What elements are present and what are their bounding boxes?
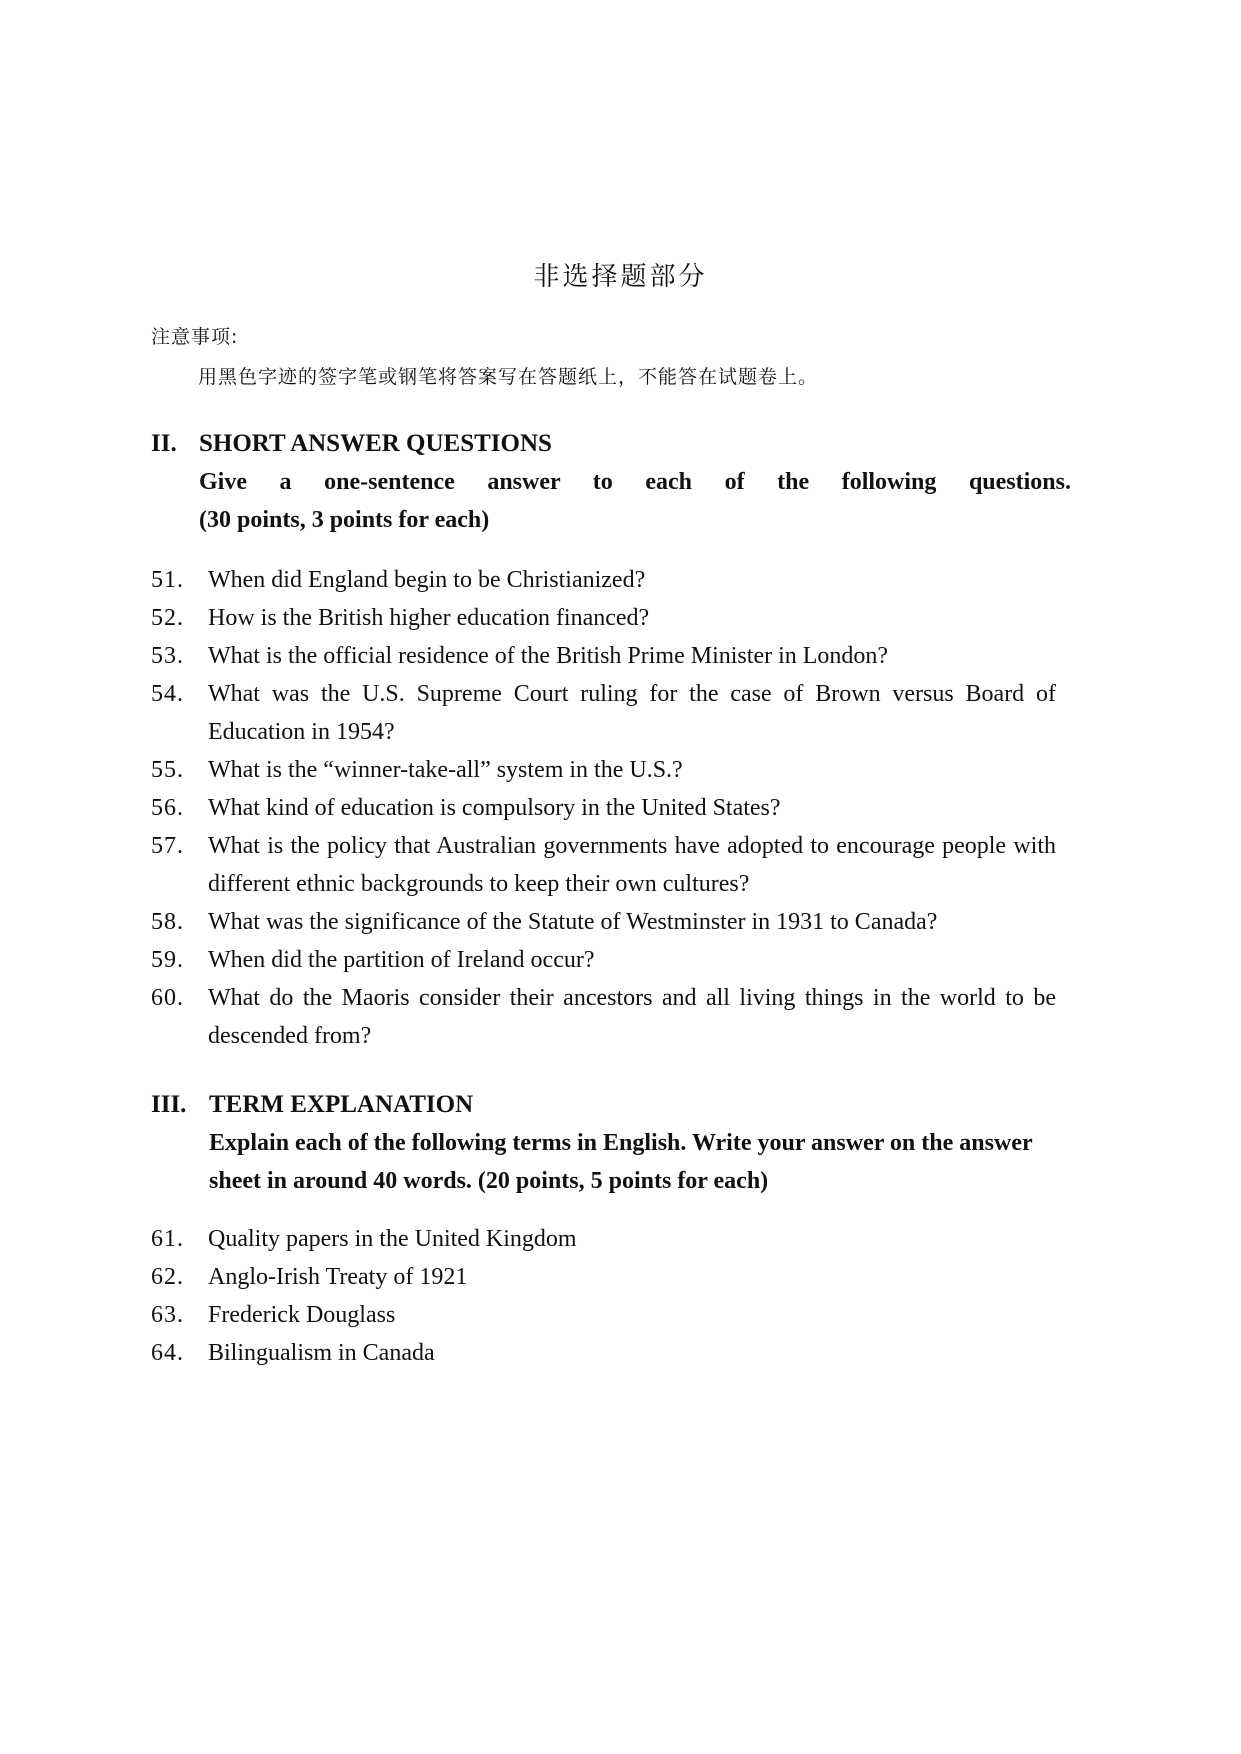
question-number: 53. bbox=[151, 643, 184, 669]
question-text: What is the policy that Australian governments have adopted to encourage people with different ethnic backgrounds to keep their own cultures? bbox=[208, 833, 1056, 897]
question-item bbox=[151, 751, 1056, 789]
question-number: 58. bbox=[151, 909, 184, 935]
question-text: What was the significance of the Statute of Westminster in 1931 to Canada? bbox=[208, 909, 938, 935]
term-list bbox=[151, 1220, 1056, 1372]
question-number: 54. bbox=[151, 681, 184, 707]
short-answer-question-list bbox=[151, 561, 1056, 1055]
section-short-answer bbox=[151, 425, 1071, 539]
term-item bbox=[151, 1220, 1056, 1258]
question-text: What do the Maoris consider their ancestors and all living things in the world to be descended from? bbox=[208, 985, 1056, 1049]
question-item bbox=[151, 599, 1056, 637]
section-term-explanation bbox=[151, 1086, 1071, 1200]
question-number: 56. bbox=[151, 795, 184, 821]
term-item bbox=[151, 1334, 1056, 1372]
question-text: What was the U.S. Supreme Court ruling for the case of Brown versus Board of Education in 1954? bbox=[208, 681, 1056, 745]
question-item bbox=[151, 941, 1056, 979]
question-item bbox=[151, 903, 1056, 941]
question-text: What kind of education is compulsory in the United States? bbox=[208, 795, 781, 821]
question-text: What is the “winner-take-all” system in the U.S.? bbox=[208, 757, 683, 783]
term-item bbox=[151, 1296, 1056, 1334]
instruction-text: Explain each of the following terms in English. Write your answer on the answer sheet in around 40 words. (20 points, 5 points for each) bbox=[209, 1130, 1033, 1194]
term-text: Anglo-Irish Treaty of 1921 bbox=[208, 1264, 468, 1290]
notice-label: 注意事项: bbox=[151, 326, 239, 348]
instruction-line: (30 points, 3 points for each) bbox=[199, 507, 490, 533]
term-text: Quality papers in the United Kingdom bbox=[208, 1226, 577, 1252]
section-instruction bbox=[151, 1124, 1071, 1200]
question-item bbox=[151, 637, 1056, 675]
section-title: TERM EXPLANATION bbox=[209, 1091, 474, 1118]
term-item bbox=[151, 1258, 1056, 1296]
term-number: 64. bbox=[151, 1340, 184, 1366]
term-text: Bilingualism in Canada bbox=[208, 1340, 435, 1366]
section-instruction bbox=[151, 463, 1071, 539]
section-title: SHORT ANSWER QUESTIONS bbox=[199, 430, 552, 457]
question-number: 52. bbox=[151, 605, 184, 631]
notice-text: 用黑色字迹的签字笔或钢笔将答案写在答题纸上，不能答在试题卷上。 bbox=[198, 366, 819, 388]
question-item bbox=[151, 827, 1056, 903]
question-item bbox=[151, 789, 1056, 827]
question-text: When did England begin to be Christianized? bbox=[208, 567, 646, 593]
section-heading bbox=[151, 1086, 1071, 1124]
section-number: II. bbox=[151, 430, 177, 457]
page-title: 非选择题部分 bbox=[533, 262, 708, 292]
question-text: How is the British higher education financed? bbox=[208, 605, 650, 631]
instruction-line: Give a one-sentence answer to each of the following questions. bbox=[199, 469, 1071, 495]
question-number: 59. bbox=[151, 947, 184, 973]
term-text: Frederick Douglass bbox=[208, 1302, 396, 1328]
question-text: When did the partition of Ireland occur? bbox=[208, 947, 595, 973]
term-number: 62. bbox=[151, 1264, 184, 1290]
question-item bbox=[151, 979, 1056, 1055]
section-number: III. bbox=[151, 1091, 187, 1118]
term-number: 61. bbox=[151, 1226, 184, 1252]
term-number: 63. bbox=[151, 1302, 184, 1328]
question-number: 60. bbox=[151, 985, 184, 1011]
question-number: 51. bbox=[151, 567, 184, 593]
question-item bbox=[151, 675, 1056, 751]
question-text: What is the official residence of the British Prime Minister in London? bbox=[208, 643, 889, 669]
section-heading bbox=[151, 425, 1071, 463]
question-number: 55. bbox=[151, 757, 184, 783]
question-item bbox=[151, 561, 1056, 599]
question-number: 57. bbox=[151, 833, 184, 859]
